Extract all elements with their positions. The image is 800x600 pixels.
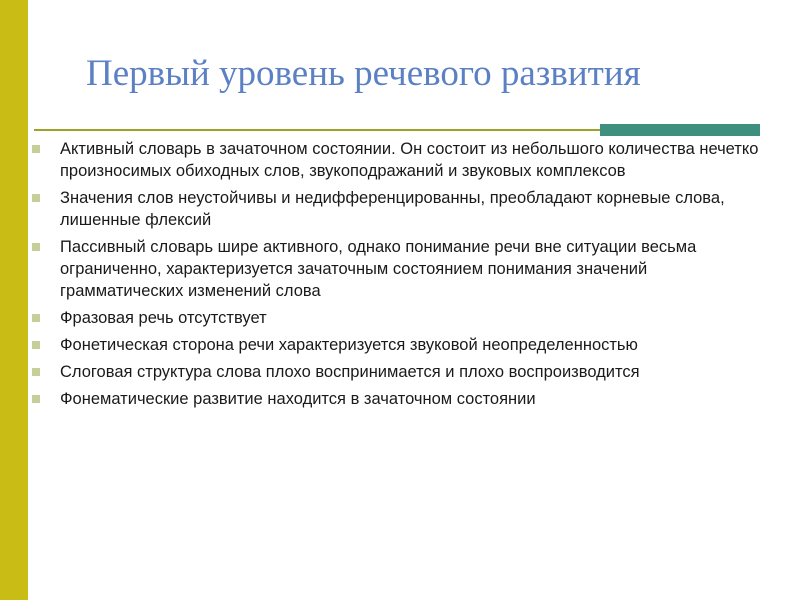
bullet-item xyxy=(30,187,775,231)
left-accent-bar xyxy=(0,0,28,600)
square-bullet-icon xyxy=(32,341,40,349)
square-bullet-icon xyxy=(32,194,40,202)
square-bullet-icon xyxy=(32,145,40,153)
bullet-text: Фразовая речь отсутствует xyxy=(60,309,267,327)
slide-title: Первый уровень речевого развития xyxy=(86,53,641,94)
bullet-item xyxy=(30,236,775,302)
bullet-text: Фонематические развитие находится в зачаточном состоянии xyxy=(60,390,536,408)
bullet-item xyxy=(30,138,775,182)
bullet-item xyxy=(30,361,775,383)
divider-accent-block xyxy=(600,124,760,136)
square-bullet-icon xyxy=(32,368,40,376)
bullet-item xyxy=(30,388,775,410)
bullet-list xyxy=(30,138,775,415)
bullet-text: Фонетическая сторона речи характеризуется звуковой неопределенностью xyxy=(60,336,638,354)
bullet-item xyxy=(30,307,775,329)
square-bullet-icon xyxy=(32,314,40,322)
bullet-text: Пассивный словарь шире активного, однако понимание речи вне ситуации весьма ограниченно, характеризуется зачаточным состоянием понимания значений грамматических изменений слова xyxy=(60,238,697,300)
bullet-item xyxy=(30,334,775,356)
bullet-text: Активный словарь в зачаточном состоянии. Он состоит из небольшого количества нечетко произносимых обиходных слов, звукоподражаний и звуковых комплексов xyxy=(60,140,759,180)
bullet-text: Слоговая структура слова плохо воспринимается и плохо воспроизводится xyxy=(60,363,640,381)
square-bullet-icon xyxy=(32,243,40,251)
square-bullet-icon xyxy=(32,395,40,403)
bullet-text: Значения слов неустойчивы и недифференцированны, преобладают корневые слова, лишенные флексий xyxy=(60,189,725,229)
